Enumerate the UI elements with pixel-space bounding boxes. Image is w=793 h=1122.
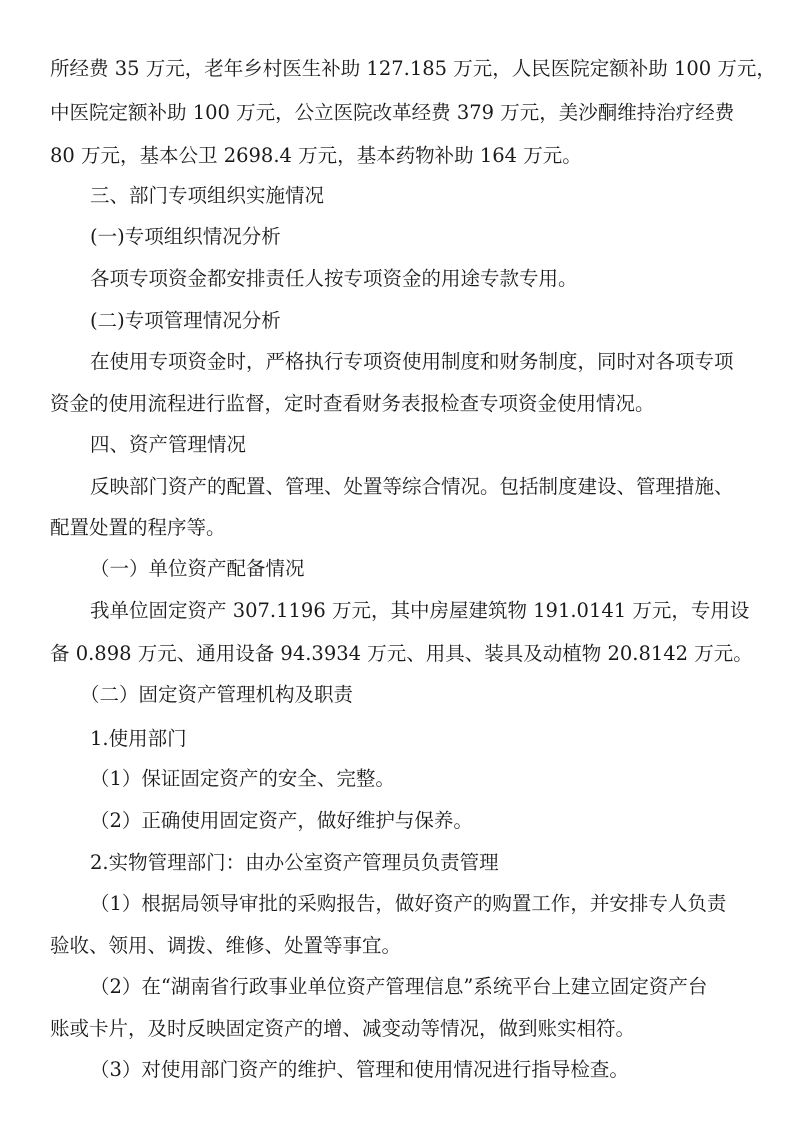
text-line: 中医院定额补助 100 万元，公立医院改革经费 379 万元，美沙酮维持治疗经费	[50, 101, 735, 124]
text-line: 账或卡片，及时反映固定资产的增、减变动等情况，做到账实相符。	[50, 1017, 636, 1040]
text-line: 反映部门资产的配置、管理、处置等综合情况。包括制度建设、管理措施、	[90, 475, 734, 498]
text-line: 在使用专项资金时，严格执行专项资使用制度和财务制度，同时对各项专项	[90, 350, 734, 373]
section-heading: 三、部门专项组织实施情况	[90, 184, 325, 207]
text-line: 配置处置的程序等。	[50, 516, 226, 539]
text-line: 各项专项资金都安排责任人按专项资金的用途专款专用。	[90, 267, 578, 290]
text-line: 所经费 35 万元，老年乡村医生补助 127.185 万元，人民医院定额补助 100 万元，	[50, 57, 776, 80]
text-line: 2.实物管理部门：由办公室资产管理员负责管理	[90, 851, 499, 874]
list-item: （1）保证固定资产的安全、完整。	[90, 767, 395, 790]
text-line: 1.使用部门	[90, 727, 187, 750]
subsection-heading: (二)专项管理情况分析	[90, 309, 281, 332]
list-item: （2）在“湖南省行政事业单位资产管理信息”系统平台上建立固定资产台	[90, 975, 708, 998]
subsection-heading: （一）单位资产配备情况	[90, 557, 305, 580]
text-line: 资金的使用流程进行监督，定时查看财务表报检查专项资金使用情况。	[50, 392, 655, 415]
text-line: 我单位固定资产 307.1196 万元，其中房屋建筑物 191.0141 万元，专用设	[90, 599, 750, 622]
text-line: 备 0.898 万元、通用设备 94.3934 万元、用具、装具及动植物 20.8142 万元。	[50, 642, 753, 665]
section-heading: 四、资产管理情况	[90, 433, 247, 456]
subsection-heading: (一)专项组织情况分析	[90, 225, 281, 248]
subsection-heading: （二）固定资产管理机构及职责	[80, 683, 354, 706]
list-item: （3）对使用部门资产的维护、管理和使用情况进行指导检查。	[90, 1058, 629, 1081]
text-line: 80 万元，基本公卫 2698.4 万元，基本药物补助 164 万元。	[50, 144, 582, 167]
text-line: 验收、领用、调拨、维修、处置等事宜。	[50, 934, 402, 957]
list-item: （1）根据局领导审批的采购报告，做好资产的购置工作，并安排专人负责	[90, 892, 727, 915]
list-item: （2）正确使用固定资产，做好维护与保养。	[90, 809, 473, 832]
